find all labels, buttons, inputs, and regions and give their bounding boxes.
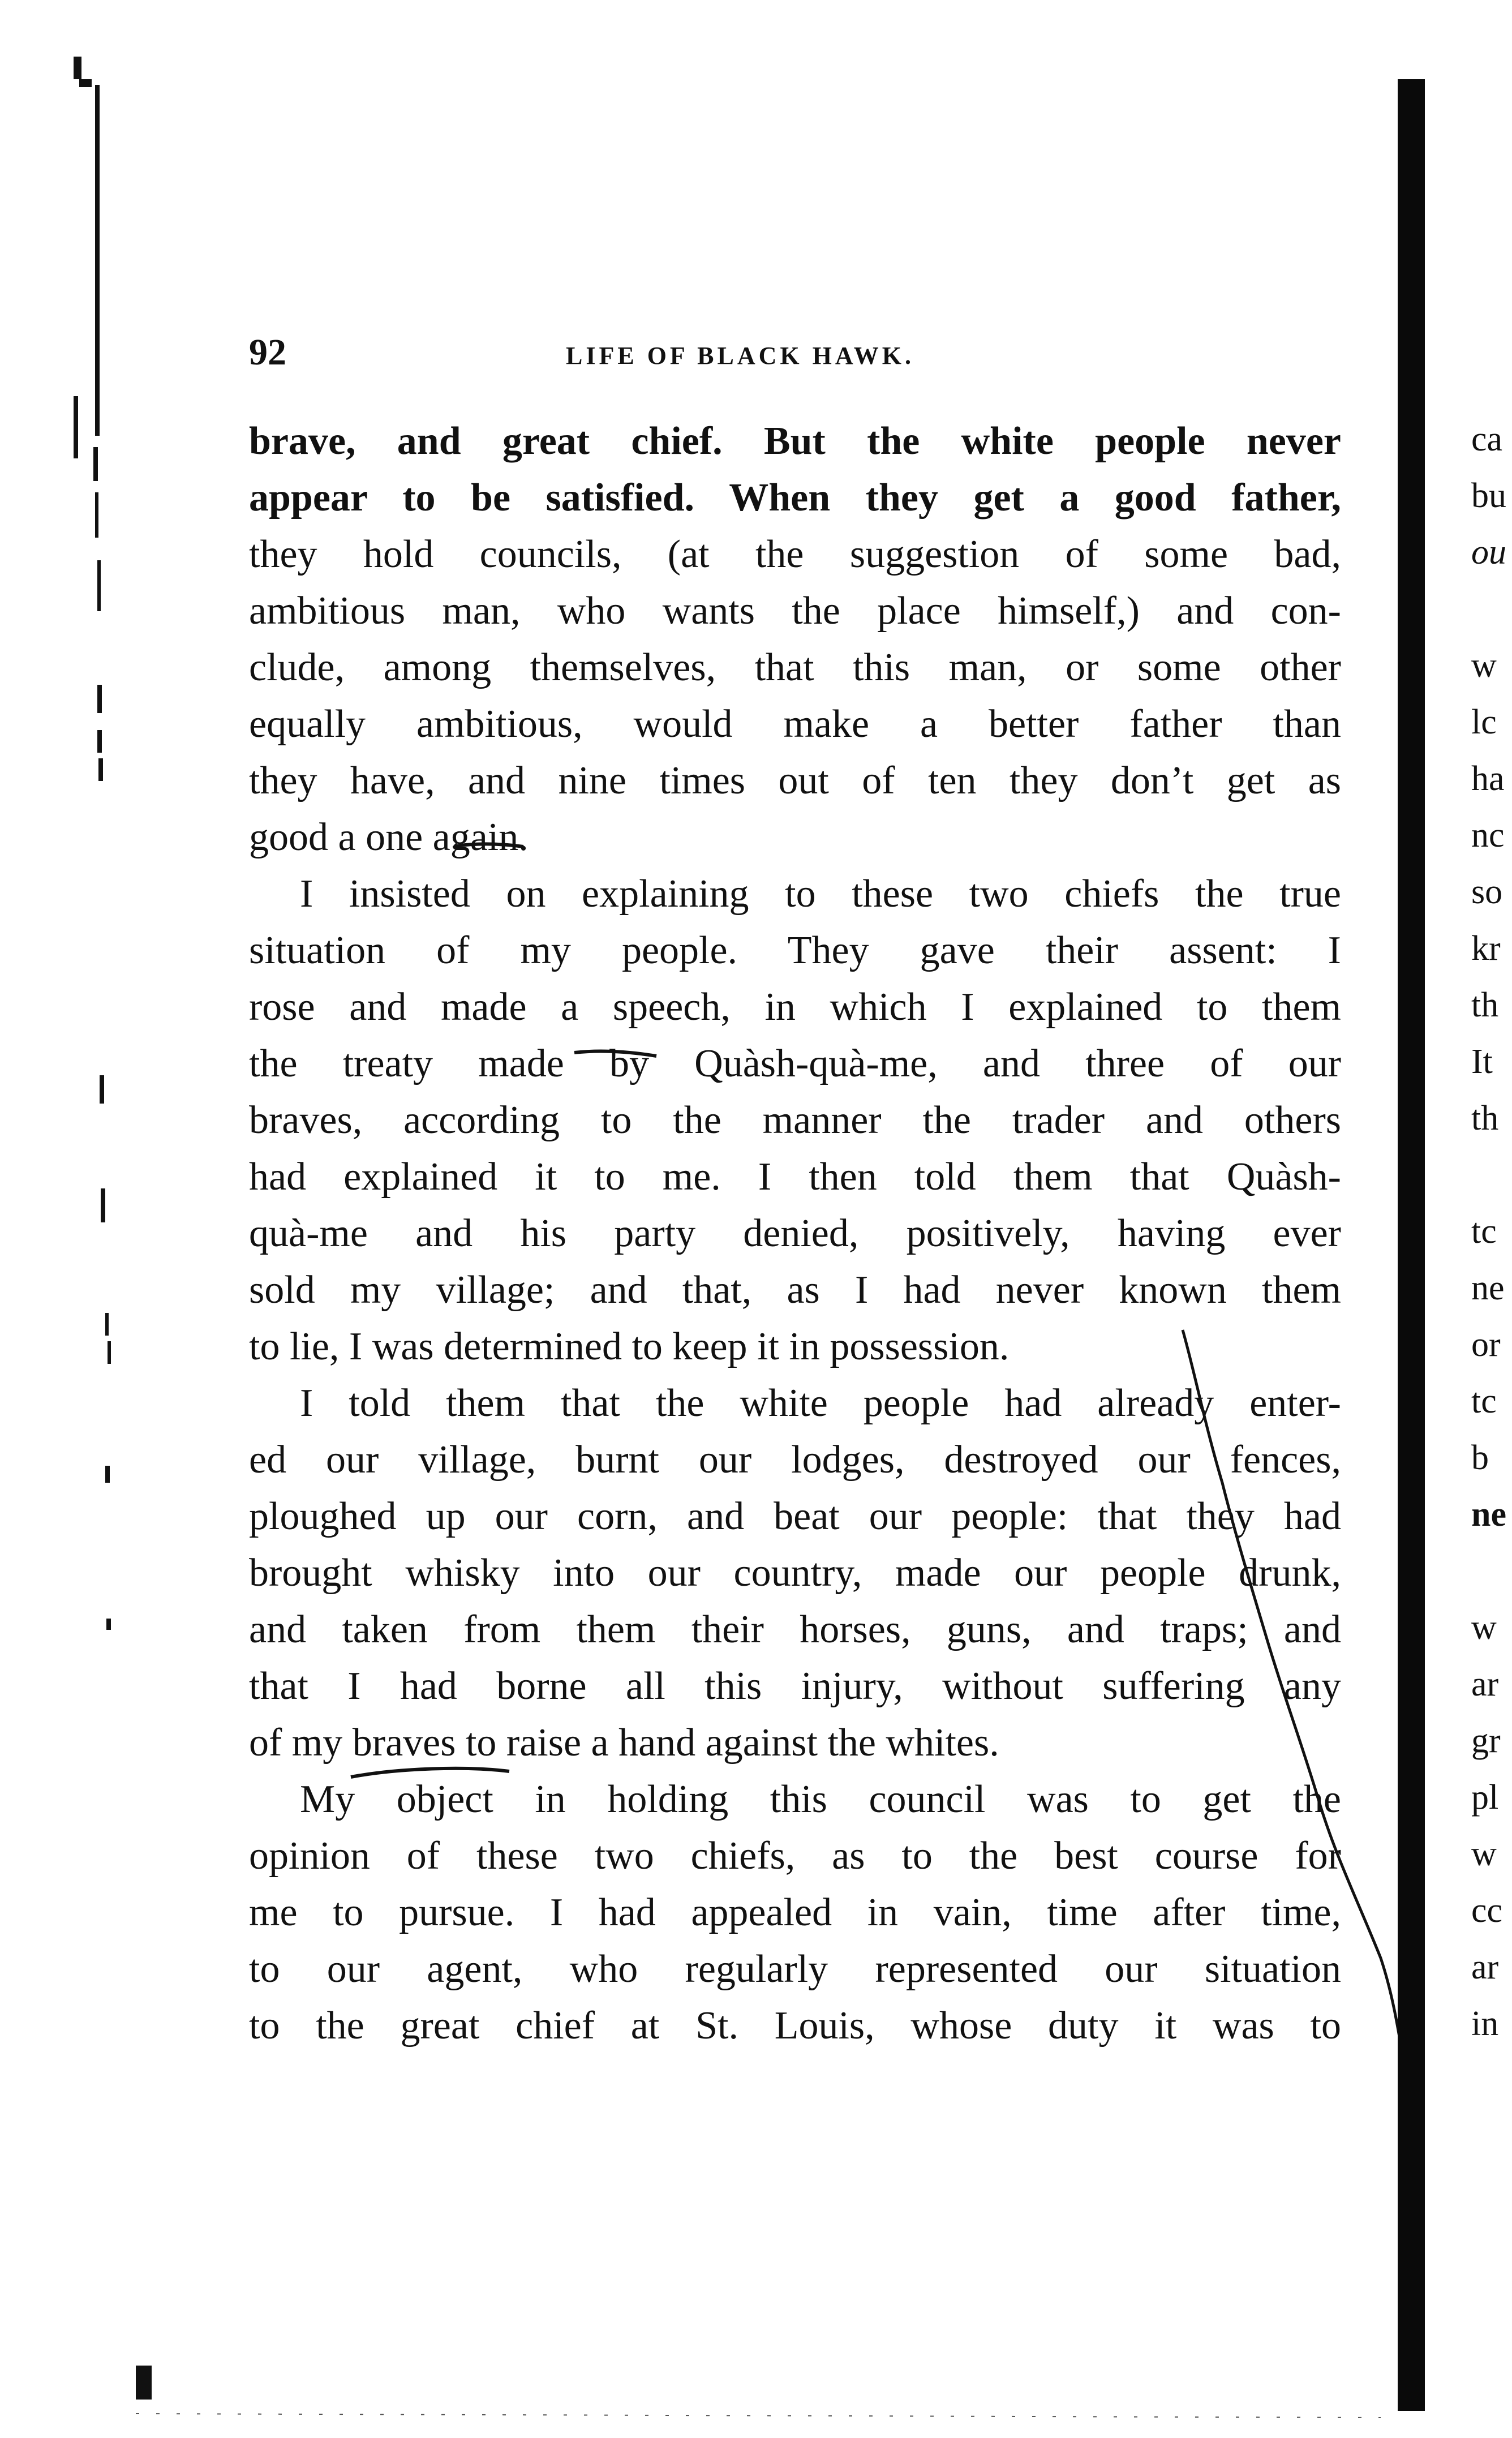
text-line: good a one again. <box>249 815 529 859</box>
text-line: ambitious man, who wants the place himself,) and con- <box>249 589 1341 633</box>
paragraph <box>249 413 1341 866</box>
running-header <box>249 331 1347 376</box>
facing-fragment: ca <box>1471 420 1503 458</box>
facing-fragment: ou <box>1471 533 1506 572</box>
text-line: appear to be satisfied. When they get a good father, <box>249 476 1341 520</box>
page-bottom-edge <box>136 2405 1381 2422</box>
text-line: they have, and nine times out of ten they don’t get as <box>249 759 1341 802</box>
facing-fragment: cc <box>1471 1891 1503 1930</box>
facing-fragment: th <box>1471 1099 1499 1138</box>
running-title: LIFE OF BLACK HAWK. <box>566 342 914 370</box>
text-line: sold my village; and that, as I had never known them <box>249 1268 1341 1312</box>
facing-fragment: kr <box>1471 929 1501 968</box>
facing-fragment: in <box>1471 2005 1499 2043</box>
facing-fragment: tc <box>1471 1382 1497 1420</box>
gutter-shadow <box>1398 79 1425 2411</box>
facing-fragment: tc <box>1471 1212 1497 1251</box>
facing-fragment: lc <box>1471 703 1497 741</box>
page-number: 92 <box>249 332 286 373</box>
facing-fragment: pl <box>1471 1778 1499 1817</box>
text-line: I insisted on explaining to these two chiefs the true <box>300 872 1341 916</box>
text-line: clude, among themselves, that this man, or some other <box>249 646 1341 689</box>
text-line: quà-me and his party denied, positively, having ever <box>249 1212 1341 1255</box>
text-line: of my braves to raise a hand against the whites. <box>249 1721 999 1765</box>
facing-fragment: ne <box>1471 1269 1505 1307</box>
facing-page-edge <box>1471 0 1512 2438</box>
facing-fragment: It <box>1471 1042 1493 1081</box>
facing-fragment: nc <box>1471 816 1505 855</box>
facing-fragment: w <box>1471 1835 1497 1873</box>
text-line: opinion of these two chiefs, as to the best course for <box>249 1834 1341 1878</box>
text-line: and taken from them their horses, guns, and traps; and <box>249 1608 1341 1651</box>
text-line: to the great chief at St. Louis, whose duty it was to <box>249 2004 1341 2048</box>
binding-edge <box>0 0 136 2438</box>
text-line: situation of my people. They gave their assent: I <box>249 929 1341 972</box>
text-line: ploughed up our corn, and beat our people: that they had <box>249 1495 1341 1538</box>
text-line: ed our village, burnt our lodges, destroyed our fences, <box>249 1438 1341 1482</box>
text-line: rose and made a speech, in which I explained to them <box>249 985 1341 1029</box>
paragraph <box>249 1771 1341 2054</box>
text-line: they hold councils, (at the suggestion of some bad, <box>249 533 1341 576</box>
facing-fragment: ne <box>1471 1495 1506 1534</box>
text-line: had explained it to me. I then told them that Quàsh- <box>249 1155 1341 1199</box>
facing-fragment: or <box>1471 1325 1501 1364</box>
facing-fragment: th <box>1471 986 1499 1024</box>
paragraph <box>249 1375 1341 1771</box>
facing-fragment: ar <box>1471 1948 1499 1986</box>
facing-fragment: gr <box>1471 1722 1501 1760</box>
text-line: me to pursue. I had appealed in vain, time after time, <box>249 1891 1341 1934</box>
text-line: I told them that the white people had already enter- <box>300 1381 1341 1425</box>
text-line: brave, and great chief. But the white people never <box>249 419 1341 463</box>
facing-fragment: ar <box>1471 1665 1499 1703</box>
facing-fragment: b <box>1471 1439 1489 1477</box>
text-line: the treaty made by Quàsh-quà-me, and three of our <box>249 1042 1341 1085</box>
facing-fragment: w <box>1471 1608 1497 1647</box>
text-line: that I had borne all this injury, without suffering any <box>249 1664 1341 1708</box>
paragraph <box>249 866 1341 1375</box>
facing-fragment: so <box>1471 873 1503 911</box>
text-line: My object in holding this council was to get the <box>300 1778 1341 1821</box>
text-line: braves, according to the manner the trader and others <box>249 1098 1341 1142</box>
text-line: equally ambitious, would make a better father than <box>249 702 1341 746</box>
facing-fragment: w <box>1471 646 1497 685</box>
text-line: to our agent, who regularly represented our situation <box>249 1947 1341 1991</box>
facing-fragment: ha <box>1471 759 1505 798</box>
body-text <box>249 413 1341 2054</box>
text-line: brought whisky into our country, made our people drunk, <box>249 1551 1341 1595</box>
facing-fragment: bu <box>1471 477 1506 515</box>
text-line: to lie, I was determined to keep it in possession. <box>249 1325 1010 1368</box>
